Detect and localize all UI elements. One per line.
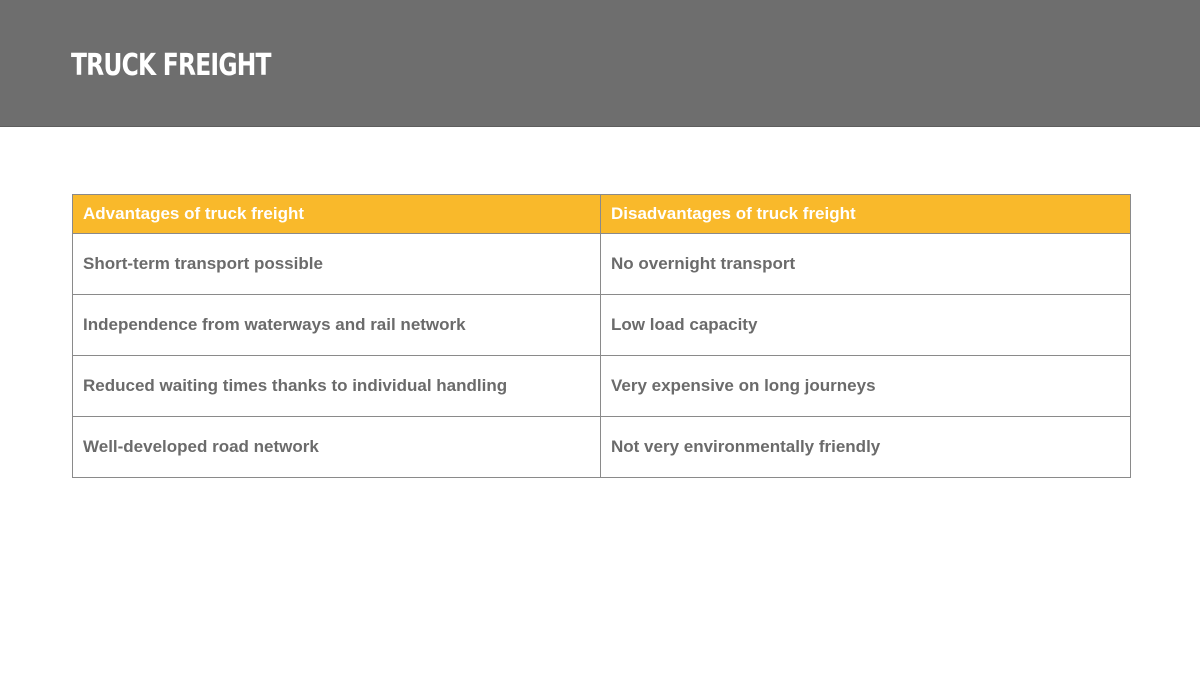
comparison-table [72, 194, 1131, 478]
disadvantage-cell: Low load capacity [601, 295, 1131, 356]
disadvantage-cell: Not very environmentally friendly [601, 417, 1131, 478]
table-row [73, 295, 1131, 356]
table-row [73, 234, 1131, 295]
disadvantage-cell: Very expensive on long journeys [601, 356, 1131, 417]
title-bar [0, 0, 1200, 127]
table-row [73, 356, 1131, 417]
disadvantage-cell: No overnight transport [601, 234, 1131, 295]
advantages-column-header: Advantages of truck freight [73, 195, 601, 234]
advantage-cell: Short-term transport possible [73, 234, 601, 295]
advantage-cell: Independence from waterways and rail network [73, 295, 601, 356]
advantage-cell: Well-developed road network [73, 417, 601, 478]
slide-title: TRUCK FREIGHT [71, 48, 271, 83]
advantage-cell: Reduced waiting times thanks to individual handling [73, 356, 601, 417]
table-header-row [73, 195, 1131, 234]
table-row [73, 417, 1131, 478]
disadvantages-column-header: Disadvantages of truck freight [601, 195, 1131, 234]
